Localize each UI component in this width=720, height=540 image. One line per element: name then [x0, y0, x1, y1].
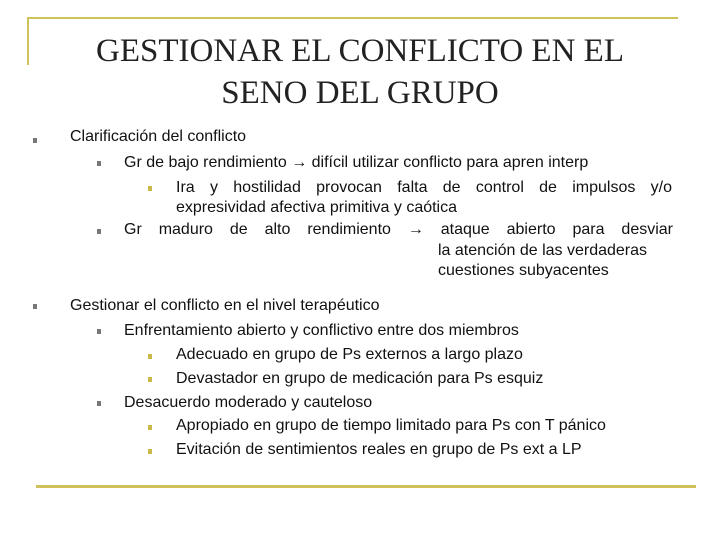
- section1-sub1-detail-line2: expresividad afectiva primitiva y caótica: [176, 199, 458, 216]
- bottom-rule: [36, 485, 696, 488]
- section2-sub1-item: Adecuado en grupo de Ps externos a largo plazo: [176, 346, 523, 363]
- bullet-icon: [148, 449, 152, 454]
- bullet-icon: [97, 329, 101, 334]
- left-rule: [27, 17, 29, 65]
- section1-sub1-detail-line1: Ira y hostilidad provocan falta de control de impulsos y/o: [176, 179, 672, 196]
- bullet-icon: [97, 401, 101, 406]
- bullet-icon: [97, 229, 101, 234]
- title-line-1: GESTIONAR EL CONFLICTO EN EL: [96, 33, 624, 69]
- bullet-icon: [148, 186, 152, 191]
- bullet-icon: [97, 161, 101, 166]
- section1-heading: Clarificación del conflicto: [70, 128, 247, 145]
- title-line-2: SENO DEL GRUPO: [221, 75, 499, 111]
- section1-sub1: Gr de bajo rendimiento → difícil utilizar conflicto para apren interp: [124, 154, 589, 171]
- section2-sub2: Desacuerdo moderado y cauteloso: [124, 394, 373, 411]
- top-rule: [27, 17, 678, 19]
- section2-sub1: Enfrentamiento abierto y conflictivo entre dos miembros: [124, 322, 519, 339]
- bullet-icon: [148, 425, 152, 430]
- bullet-icon: [148, 354, 152, 359]
- bullet-icon: [33, 138, 37, 143]
- section2-sub2-item: Evitación de sentimientos reales en grupo de Ps ext a LP: [176, 441, 582, 458]
- section1-sub2-line2: la atención de las verdaderas: [438, 242, 648, 259]
- section1-sub2-line1: Gr maduro de alto rendimiento → ataque abierto para desviar: [124, 221, 673, 238]
- section2-sub1-item: Devastador en grupo de medicación para Ps esquiz: [176, 370, 544, 387]
- section1-sub2-line3: cuestiones subyacentes: [438, 262, 609, 279]
- section2-heading: Gestionar el conflicto en el nivel terapéutico: [70, 297, 380, 314]
- bullet-icon: [33, 304, 37, 309]
- bullet-icon: [148, 377, 152, 382]
- section2-sub2-item: Apropiado en grupo de tiempo limitado para Ps con T pánico: [176, 417, 606, 434]
- slide-title: [40, 30, 680, 114]
